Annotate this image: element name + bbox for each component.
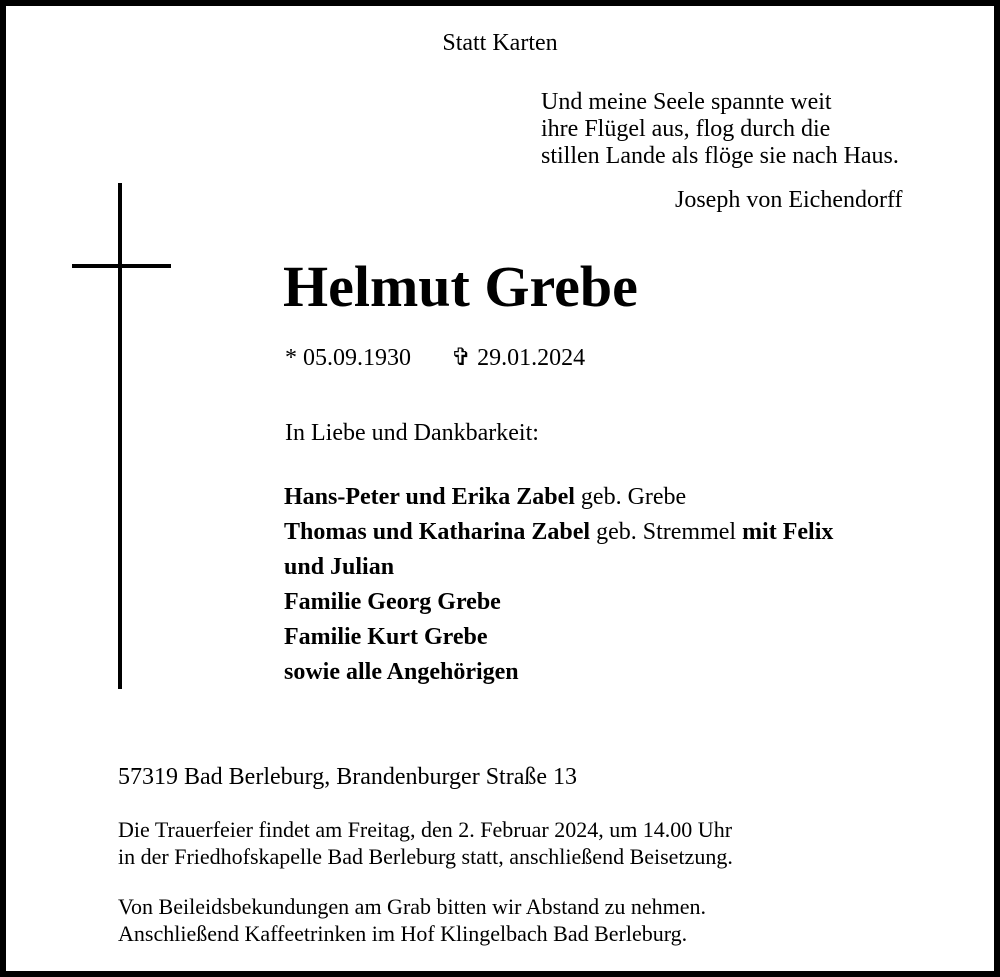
cross-icon-vertical bbox=[118, 183, 122, 689]
funeral-info: Die Trauerfeier findet am Freitag, den 2. Februar 2024, um 14.00 Uhr in der Friedhofskapelle Bad Berleburg statt, anschließend Beisetzung. bbox=[118, 817, 733, 869]
mourner-line: Familie Kurt Grebe bbox=[284, 624, 488, 650]
poem-line: ihre Flügel aus, flog durch die bbox=[541, 116, 831, 142]
poem-line: Und meine Seele spannte weit bbox=[541, 89, 832, 115]
address: 57319 Bad Berleburg, Brandenburger Straße 13 bbox=[118, 764, 578, 790]
cross-icon-horizontal bbox=[72, 264, 171, 268]
poem-line: stillen Lande als flöge sie nach Haus. bbox=[541, 143, 899, 169]
deceased-name: Helmut Grebe bbox=[283, 254, 638, 319]
life-dates bbox=[285, 343, 585, 372]
mourner-line: Hans-Peter und Erika Zabel geb. Grebe bbox=[284, 484, 687, 510]
header-text: Statt Karten bbox=[442, 30, 558, 56]
poem-author: Joseph von Eichendorff bbox=[675, 187, 903, 213]
poem bbox=[541, 89, 899, 170]
death-date: 29.01.2024 bbox=[477, 345, 586, 371]
closing-notice: Von Beileidsbekundungen am Grab bitten wir Abstand zu nehmen. Anschließend Kaffeetrinken im Hof Klingelbach Bad Berleburg. bbox=[118, 894, 706, 946]
mourners-list bbox=[284, 480, 833, 690]
mourner-line: sowie alle Angehörigen bbox=[284, 659, 519, 685]
birth-date: * 05.09.1930 bbox=[285, 345, 411, 371]
death-cross-icon: ✞ bbox=[451, 345, 472, 371]
intro-text: In Liebe und Dankbarkeit: bbox=[285, 420, 539, 446]
mourner-line: Thomas und Katharina Zabel geb. Stremmel mit Felix bbox=[284, 519, 834, 545]
mourner-line: und Julian bbox=[284, 554, 395, 580]
mourner-line: Familie Georg Grebe bbox=[284, 589, 501, 615]
